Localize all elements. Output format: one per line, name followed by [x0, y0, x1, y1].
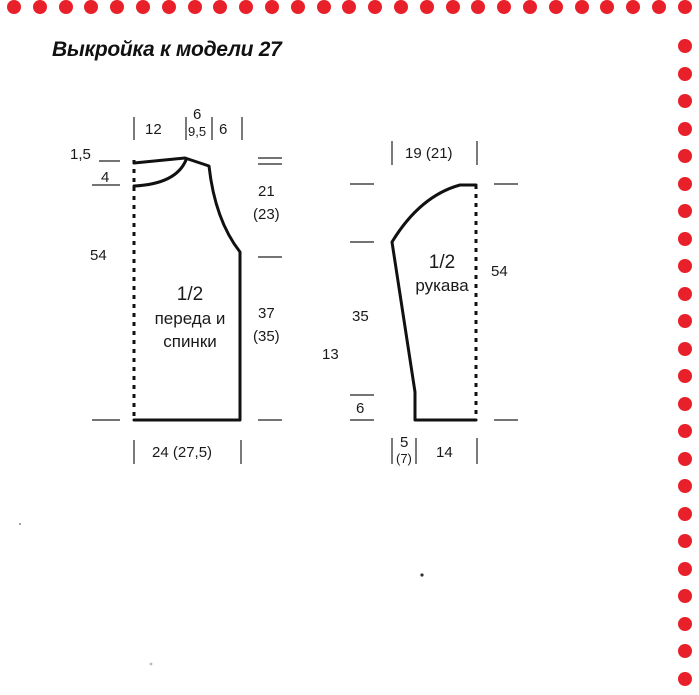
speck [420, 573, 423, 576]
sleeve-title-line1: 1/2 [428, 252, 456, 273]
sleeve-title-line2: рукава [415, 276, 469, 295]
speck [150, 663, 153, 666]
front-neckline [134, 160, 186, 186]
page-title: Выкройка к модели 27 [52, 38, 282, 61]
label-neck-width-alt: 9,5 [188, 124, 207, 139]
label-sleeve-top-width: 19 (21) [405, 145, 453, 162]
label-neck-depth-front: 4 [101, 169, 110, 186]
sleeve-outline [392, 185, 476, 420]
label-side-height-alt: (35) [253, 328, 280, 345]
label-side-height: 37 [258, 305, 275, 322]
front-back-title-line1: 1/2 [176, 284, 204, 305]
label-armhole-height-alt: (23) [253, 206, 280, 223]
label-sleeve-cuff-offset: 5 [400, 434, 409, 451]
front-back-title-line2: переда и [154, 309, 226, 328]
speck [19, 523, 21, 525]
label-sleeve-bottom-width: 14 [436, 444, 453, 461]
label-sleeve-cuff-offset-alt: (7) [396, 451, 412, 466]
label-total-height: 54 [90, 247, 107, 264]
label-top-right-width: 6 [219, 121, 228, 138]
label-sleeve-cap-seam: 35 [352, 308, 369, 325]
label-neck-width: 6 [193, 106, 202, 123]
label-sleeve-cuff-height: 6 [356, 400, 365, 417]
label-armhole-height: 21 [258, 183, 275, 200]
label-sleeve-taper-height: 13 [322, 346, 339, 363]
label-bottom-width: 24 (27,5) [152, 444, 213, 461]
label-neck-depth-back: 1,5 [70, 146, 91, 163]
label-top-left-width: 12 [145, 121, 162, 138]
label-sleeve-total-height: 54 [491, 263, 508, 280]
front-back-title-line3: спинки [163, 332, 217, 351]
sleeve-piece [392, 185, 476, 420]
